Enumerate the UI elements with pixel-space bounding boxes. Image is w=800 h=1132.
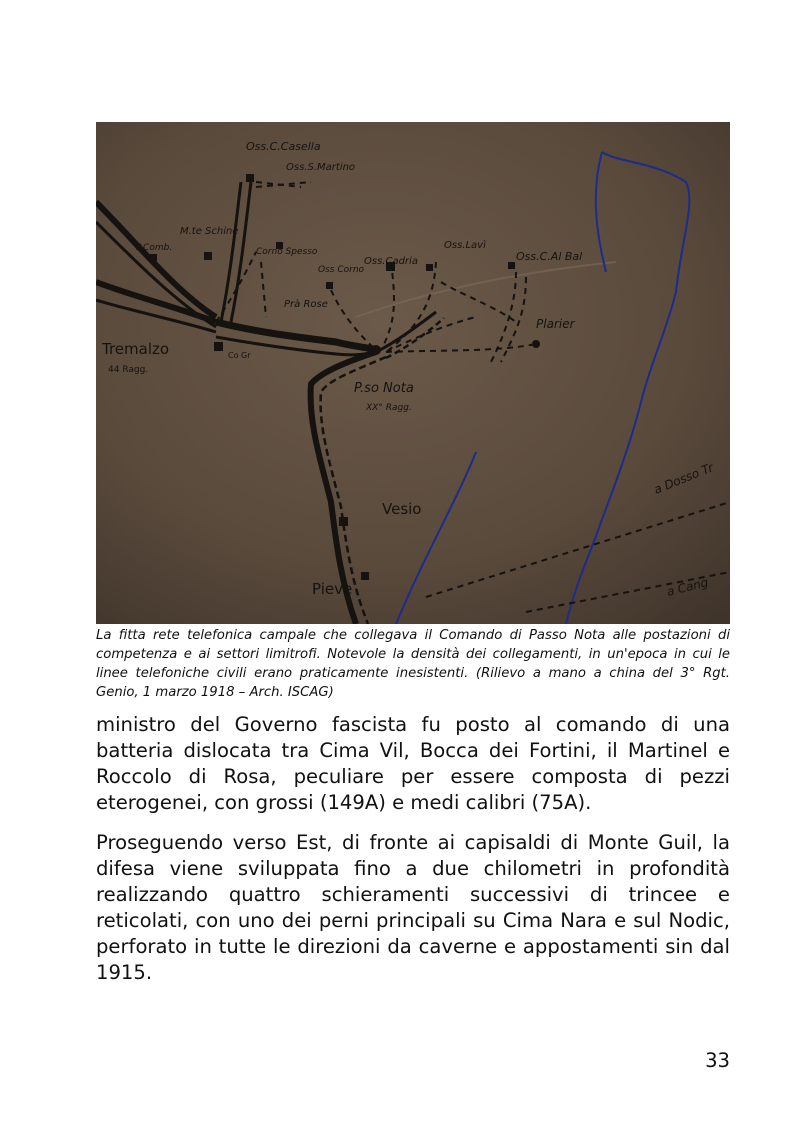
label-oss-lavi: Oss.Lavì	[444, 240, 486, 251]
station-passo-nota	[371, 345, 381, 355]
map-paper	[96, 122, 730, 624]
label-oss-corno: Oss Corno	[318, 265, 365, 275]
label-m-schine: M.te Schine	[180, 226, 239, 237]
label-corno-spesso: Corno Spesso	[256, 247, 318, 257]
label-passo-nota-ragg: XX° Ragg.	[366, 403, 412, 413]
paragraph-2: Proseguendo verso Est, di fronte ai capisaldi di Monte Guil, la difesa viene sviluppata fino a due chilometri in profondità realizzando quattro schieramenti successivi di trincee e reticolati, con uno dei perni principali su Cima Nara e sul Nodic, perforato in tutte le direzioni da caverne e appostamenti sin dal 1915.	[96, 831, 730, 984]
station-oss-corno	[326, 282, 333, 289]
label-pra-rose: Prà Rose	[284, 299, 328, 310]
label-oss-cadria: Oss.Cadria	[364, 256, 418, 267]
station-casella	[246, 174, 254, 182]
telephone-network-map	[96, 122, 730, 624]
label-a-dosso: a Dosso Tr	[651, 460, 716, 497]
label-vesio: Vesio	[382, 500, 422, 518]
label-oss-c-al-bal: Oss.C.Al Bal	[516, 250, 583, 263]
label-passo-nota: P.so Nota	[354, 381, 414, 396]
station-plarier	[532, 340, 540, 348]
label-tremalzo: Tremalzo	[102, 340, 170, 358]
label-oss-casella: Oss.C.Casella	[246, 140, 321, 153]
paragraph-1: ministro del Governo fascista fu posto al comando di una batteria dislocata tra Cima Vil, Bocca dei Fortini, il Martinel e Roccolo di Rosa, peculiare per essere composta di pezzi eterogenei, con grossi (149A) e medi calibri (75A).	[96, 713, 730, 814]
station-albal	[508, 262, 515, 269]
station-vesio	[339, 517, 348, 526]
label-pieve: Pieve	[312, 580, 353, 598]
page-number: 33	[705, 1049, 730, 1072]
label-tremalzo-ragg: 44 Ragg.	[108, 365, 149, 375]
map-figure	[96, 122, 730, 624]
station-pieve	[361, 572, 369, 580]
label-plarier: Plarier	[536, 317, 575, 331]
station-lavi	[426, 264, 433, 271]
label-a-cang: a Cang	[665, 575, 710, 599]
figure-caption: La fitta rete telefonica campale che collegava il Comando di Passo Nota alle postazioni di competenza e ai settori limitrofi. Notevole la densità dei collegamenti, in un'epoca in cui le linee telefoniche civili erano praticamente inesistenti. (Rilievo a mano a china del 3° Rgt. Genio, 1 marzo 1918 – Arch. ISCAG)	[96, 628, 730, 700]
station-tremalzo	[214, 342, 223, 351]
station-pcomb	[150, 254, 157, 261]
label-p-comb: P.Comb.	[136, 243, 173, 253]
label-oss-s-martino: Oss.S.Martino	[286, 162, 356, 173]
station-schine	[204, 252, 212, 260]
label-co-gr: Co Gr	[228, 351, 251, 360]
